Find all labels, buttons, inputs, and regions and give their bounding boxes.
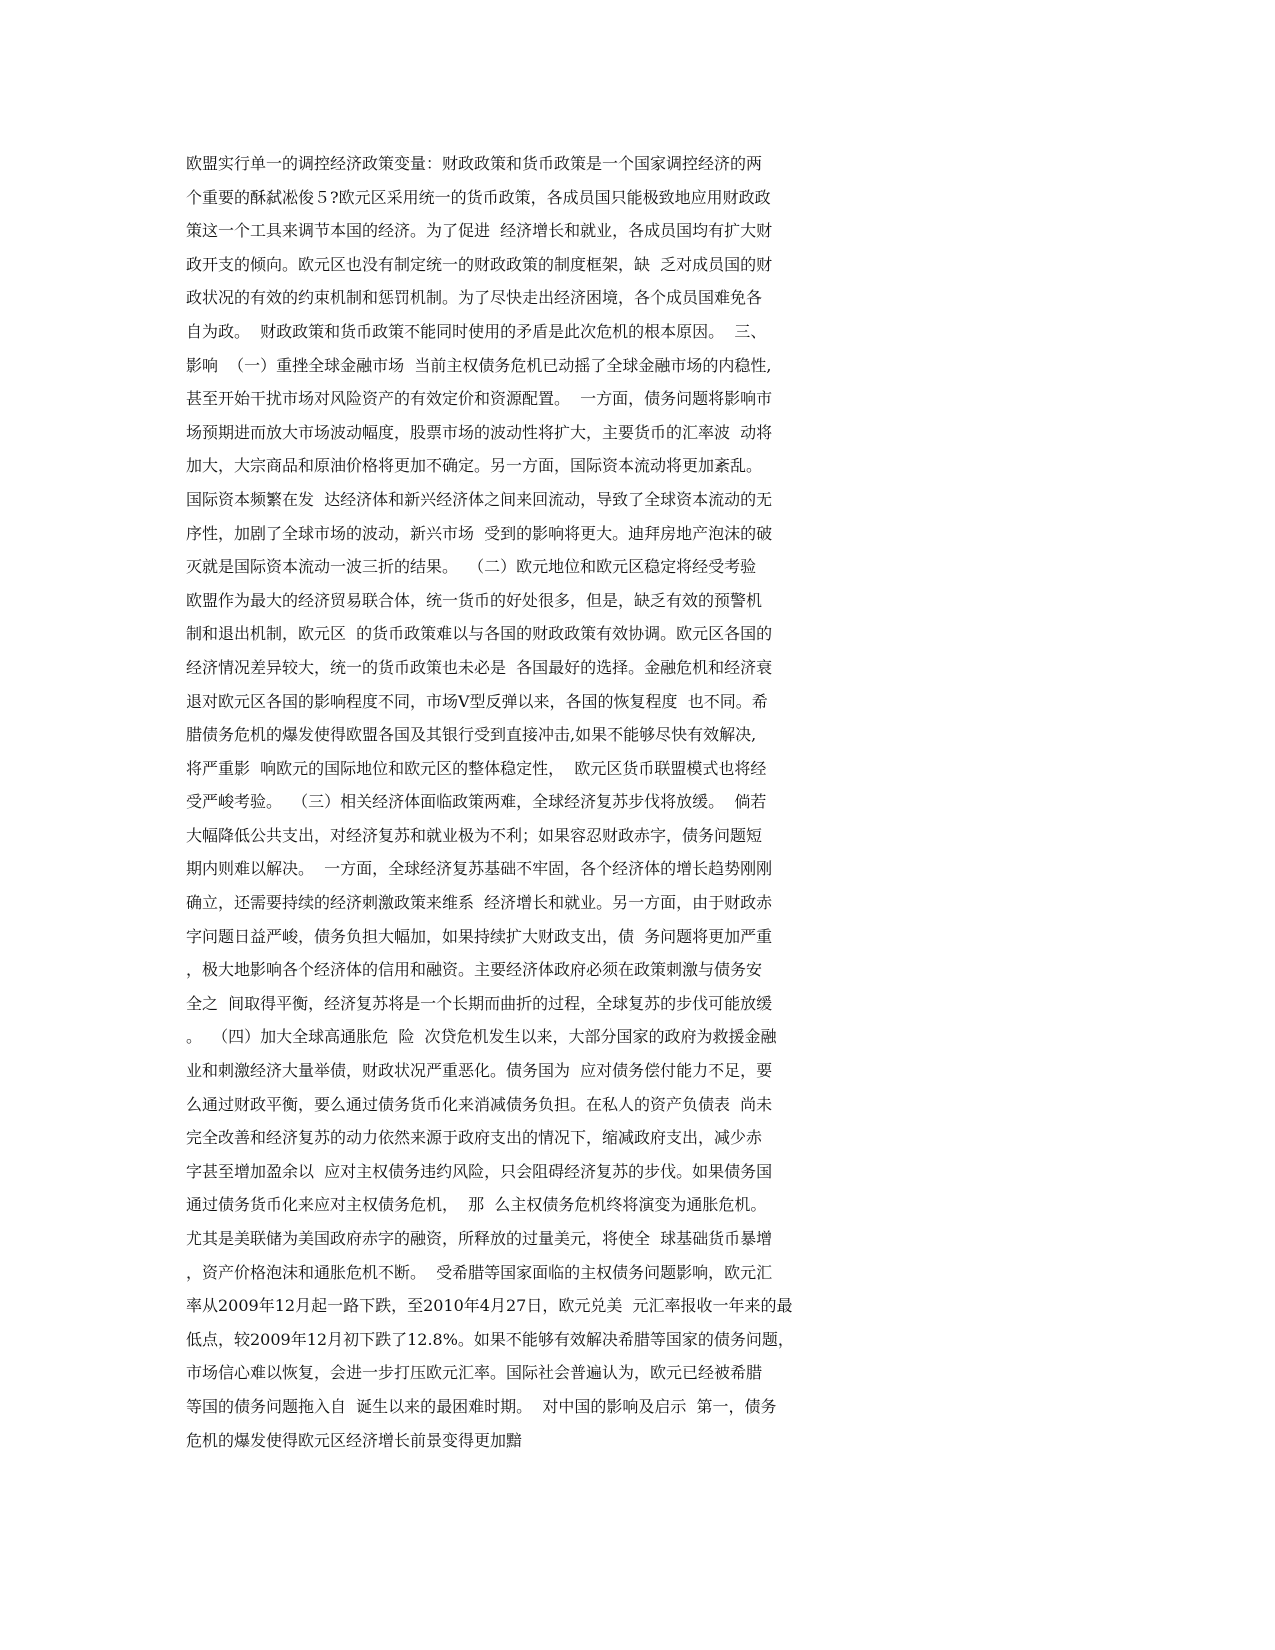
text-line: 。 （四）加大全球高通胀危 险 次贷危机发生以来，大部分国家的政府为救援金融 (186, 1027, 777, 1047)
text-line: 甚至开始干扰市场对风险资产的有效定价和资源配置。 一方面，债务问题将影响市 (186, 389, 773, 409)
text-line: 政开支的倾向。欧元区也没有制定统一的财政政策的制度框架，缺 乏对成员国的财 (186, 254, 773, 274)
text-line: 市场信心难以恢复，会进一步打压欧元汇率。国际社会普遍认为，欧元已经被希腊 (186, 1363, 763, 1383)
text-line: 经济情况差异较大，统一的货币政策也未必是 各国最好的选择。金融危机和经济衰 (186, 657, 773, 677)
text-line: 低点，较2009年12月初下跌了12.8%。如果不能够有效解决希腊等国家的债务问题， (186, 1329, 794, 1349)
text-line: 率从2009年12月起一路下跌，至2010年4月27日，欧元兑美 元汇率报收一年来的最 (186, 1296, 793, 1316)
text-line: 制和退出机制，欧元区 的货币政策难以与各国的财政政策有效协调。欧元区各国的 (186, 624, 773, 644)
text-line: 个重要的酥弑凇俊５?欧元区采用统一的货币政策，各成员国只能极致地应用财政政 (186, 187, 771, 207)
text-line: 欧盟实行单一的调控经济政策变量：财政政策和货币政策是一个国家调控经济的两 (186, 154, 763, 173)
text-line: 政状况的有效的约束机制和惩罚机制。为了尽快走出经济困境，各个成员国难免各 (186, 288, 763, 308)
text-line: 等国的债务问题拖入自 诞生以来的最困难时期。 对中国的影响及启示 第一，债务 (186, 1396, 777, 1416)
text-line: 业和刺激经济大量举债，财政状况严重恶化。债务国为 应对债务偿付能力不足，要 (186, 1061, 773, 1081)
text-line: 序性，加剧了全球市场的波动，新兴市场 受到的影响将更大。迪拜房地产泡沫的破 (186, 523, 773, 543)
text-line: 全之 间取得平衡，经济复苏将是一个长期而曲折的过程，全球复苏的步伐可能放缓 (186, 993, 773, 1013)
text-line: 确立，还需要持续的经济刺激政策来维系 经济增长和就业。另一方面，由于财政赤 (186, 893, 773, 913)
text-line: 腊债务危机的爆发使得欧盟各国及其银行受到直接冲击,如果不能够尽快有效解决, (186, 725, 757, 745)
text-line: 策这一个工具来调节本国的经济。为了促进 经济增长和就业，各成员国均有扩大财 (186, 221, 773, 241)
text-line: 字甚至增加盈余以 应对主权债务违约风险，只会阻碍经济复苏的步伐。如果债务国 (186, 1161, 773, 1181)
text-line: 欧盟作为最大的经济贸易联合体，统一货币的好处很多，但是，缺乏有效的预警机 (186, 590, 763, 610)
text-line: 完全改善和经济复苏的动力依然来源于政府支出的情况下，缩减政府支出，减少赤 (186, 1128, 763, 1148)
text-line: 字问题日益严峻，债务负担大幅加，如果持续扩大财政支出，债 务问题将更加严重 (186, 926, 773, 946)
text-line: 影响 （一）重挫全球金融市场 当前主权债务危机已动摇了全球金融市场的内稳性, (186, 355, 772, 375)
text-line: 加大，大宗商品和原油价格将更加不确定。另一方面，国际资本流动将更加紊乱。 (186, 456, 763, 476)
text-line: 国际资本频繁在发 达经济体和新兴经济体之间来回流动，导致了全球资本流动的无 (186, 489, 773, 509)
text-line: 尤其是美联储为美国政府赤字的融资，所释放的过量美元，将使全 球基础货币暴增 (186, 1229, 773, 1248)
text-line: ，极大地影响各个经济体的信用和融资。主要经济体政府必须在政策刺激与债务安 (186, 960, 763, 980)
text-line: 场预期进而放大市场波动幅度，股票市场的波动性将扩大，主要货币的汇率波 动将 (186, 422, 773, 442)
text-line: 退对欧元区各国的影响程度不同，市场V型反弹以来，各国的恢复程度 也不同。希 (186, 691, 768, 711)
text-line: 将严重影 响欧元的国际地位和欧元区的整体稳定性， 欧元区货币联盟模式也将经 (186, 758, 767, 778)
text-line: 期内则难以解决。 一方面，全球经济复苏基础不牢固，各个经济体的增长趋势刚刚 (186, 859, 773, 879)
text-line: 自为政。 财政政策和货币政策不能同时使用的矛盾是此次危机的根本原因。 三、 (186, 321, 767, 341)
text-line: 大幅降低公共支出，对经济复苏和就业极为不利；如果容忍财政赤字，债务问题短 (186, 825, 763, 845)
text-line: ，资产价格泡沫和通胀危机不断。 受希腊等国家面临的主权债务问题影响，欧元汇 (186, 1262, 773, 1282)
text-line: 灭就是国际资本流动一波三折的结果。 （二）欧元地位和欧元区稳定将经受考验 (186, 557, 757, 577)
text-line: 通过债务货币化来应对主权债务危机， 那 么主权债务危机终将演变为通胀危机。 (186, 1195, 767, 1215)
text-line: 危机的爆发使得欧元区经济增长前景变得更加黯 (186, 1430, 523, 1450)
text-line: 么通过财政平衡，要么通过债务货币化来消减债务负担。在私人的资产负债表 尚未 (186, 1094, 773, 1114)
body-text (186, 147, 1086, 1457)
text-line: 受严峻考验。 （三）相关经济体面临政策两难，全球经济复苏步伐将放缓。 倘若 (186, 792, 767, 812)
